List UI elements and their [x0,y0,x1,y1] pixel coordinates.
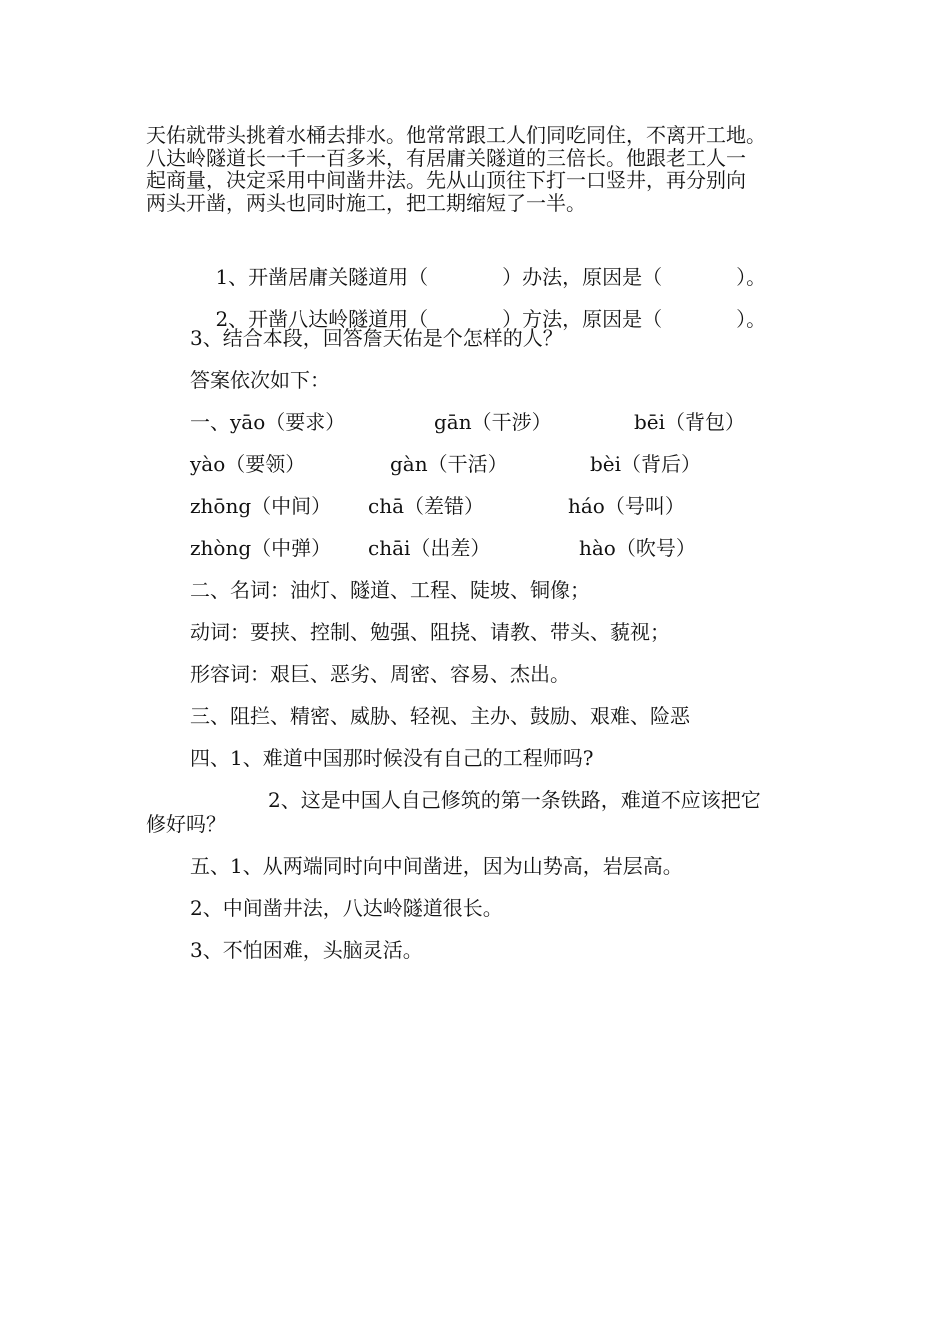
pinyin-cell: bēi（背包） [634,410,746,434]
section-5-item-1: 五、1、从两端同时向中间凿进，因为山势高，岩层高。 [190,854,683,878]
section-4-item-1: 四、1、难道中国那时候没有自己的工程师吗? [190,746,594,770]
pinyin-cell: chā（差错） [368,494,485,518]
pinyin-cell: yào（要领） [190,452,306,476]
pinyin-cell: háo（号叫） [568,494,685,518]
pinyin-cell: bèi（背后） [590,452,702,476]
pinyin-cell: yāo（要求） [230,410,346,434]
question-3: 3、结合本段，回答詹天佑是个怎样的人？ [190,326,563,350]
passage-line: 天佑就带头挑着水桶去排水。他常常跟工人们同吃同住，不离开工地。 [146,123,766,147]
passage-line: 八达岭隧道长一千一百多米，有居庸关隧道的三倍长。他跟老工人一 [146,145,746,170]
section-3: 三、阻拦、精密、威胁、轻视、主办、鼓励、艰难、险恶 [190,704,690,728]
answers-heading: 答案依次如下： [190,368,330,392]
pinyin-cell: gān（干涉） [434,410,552,434]
question-1-part-a: 1、开凿居庸关隧道用（ [215,265,429,289]
section-2-nouns: 二、名词：油灯、隧道、工程、陡坡、铜像； [190,578,590,602]
question-2-part-c: ）。 [736,307,767,331]
pinyin-cell: hào（吹号） [579,536,696,560]
pinyin-cell: zhòng（中弹） [190,536,332,560]
pinyin-cell: zhōng（中间） [190,494,332,518]
section-4-item-2-line-1: 2、这是中国人自己修筑的第一条铁路，难道不应该把它 [268,788,761,812]
question-1-part-b: ）办法，原因是（ [502,265,663,289]
question-2-part-a: 2、开凿八达岭隧道用（ [215,307,429,331]
section-2-verbs: 动词：要挟、控制、勉强、阻挠、请教、带头、藐视； [190,620,670,644]
section-4-item-2-line-2: 修好吗？ [146,812,226,836]
section-5-item-2: 2、中间凿井法，八达岭隧道很长。 [190,896,503,920]
question-2-part-b: ）方法，原因是（ [502,307,663,331]
question-1-part-c: ）。 [736,265,767,289]
section-1-prefix: 一、 [190,410,230,434]
passage-line: 起商量，决定采用中间凿井法。先从山顶往下打一口竖井，再分别向 [146,168,746,192]
pinyin-cell: gàn（干活） [390,452,508,476]
passage-line: 两头开凿，两头也同时施工，把工期缩短了一半。 [146,190,586,215]
passage-paragraph [146,124,836,214]
pinyin-cell: chāi（出差） [368,536,491,560]
section-2-adjectives: 形容词：艰巨、恶劣、周密、容易、杰出。 [190,662,570,686]
section-5-item-3: 3、不怕困难，头脑灵活。 [190,938,423,962]
